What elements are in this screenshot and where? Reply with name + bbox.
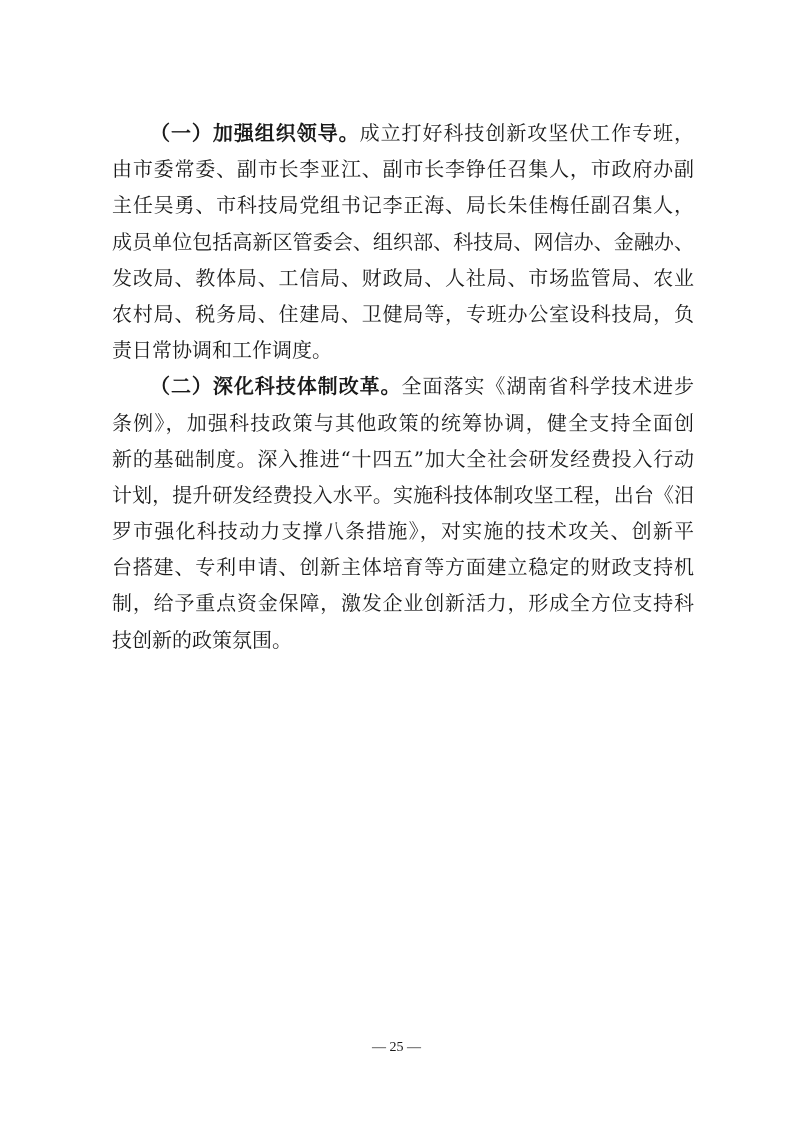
text-line: 责日常协调和工作调度。 [112, 338, 332, 363]
text-line: 农村局、税务局、住建局、卫健局等，专班办公室设科技局，负 [112, 301, 694, 326]
body-text [112, 115, 694, 658]
text-line: 台搭建、专利申请、创新主体培育等方面建立稳定的财政支持机 [112, 555, 694, 580]
text-line: 发改局、教体局、工信局、财政局、人社局、市场监管局、农业 [112, 265, 694, 290]
text-line: 计划，提升研发经费投入水平。实施科技体制攻坚工程，出台《汨 [112, 482, 694, 507]
text-line: 主任吴勇、市科技局党组书记李正海、局长朱佳梅任副召集人， [112, 193, 694, 218]
text-line: 成员单位包括高新区管委会、组织部、科技局、网信办、金融办、 [112, 229, 694, 254]
paragraph-1-first-line [112, 115, 694, 151]
paragraph-1-text: 成立打好科技创新攻坚伏工作专班， [359, 121, 694, 145]
page-number: — 25 — [372, 1040, 421, 1055]
section-heading-1: （一）加强组织领导。 [150, 121, 360, 145]
text-line: 新的基础制度。深入推进“十四五”加大全社会研发经费投入行动 [112, 446, 694, 471]
text-line: 技创新的政策氛围。 [112, 627, 292, 652]
text-line: 罗市强化科技动力支撑八条措施》，对实施的技术攻关、创新平 [112, 519, 694, 544]
text-line: 制，给予重点资金保障，激发企业创新活力，形成全方位支持科 [112, 591, 694, 616]
text-line: 条例》，加强科技政策与其他政策的统筹协调，健全支持全面创 [112, 410, 694, 435]
text-line: 由市委常委、副市长李亚江、副市长李铮任召集人，市政府办副 [112, 157, 694, 182]
section-heading-2: （二）深化科技体制改革。 [150, 374, 402, 399]
paragraph-2-first-line [112, 368, 694, 404]
paragraph-2-text: 全面落实《湖南省科学技术进步 [401, 374, 694, 399]
